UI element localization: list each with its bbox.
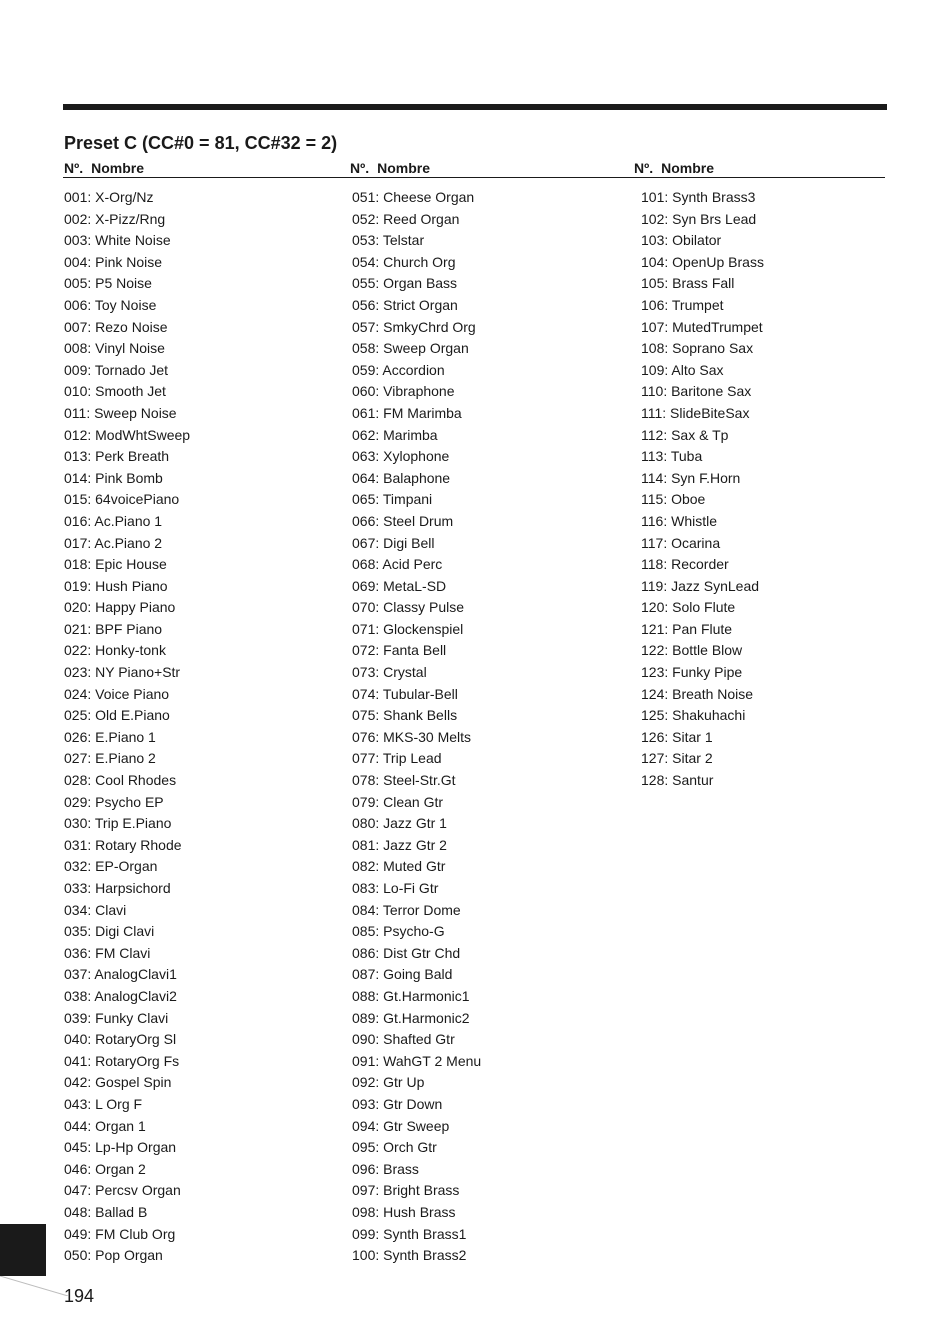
preset-item: 120: Solo Flute [641, 599, 736, 616]
preset-item: 077: Trip Lead [352, 750, 442, 767]
preset-item: 107: MutedTrumpet [641, 318, 763, 335]
preset-item: 069: MetaL-SD [352, 577, 447, 594]
preset-item: 066: Steel Drum [352, 512, 454, 529]
preset-item: 104: OpenUp Brass [641, 253, 764, 270]
header-number-label: Nº. [64, 160, 84, 176]
preset-item: 053: Telstar [352, 232, 425, 249]
preset-item: 059: Accordion [352, 361, 445, 378]
preset-item: 062: Marimba [352, 426, 438, 443]
preset-item: 121: Pan Flute [641, 620, 733, 637]
preset-item: 058: Sweep Organ [352, 340, 469, 357]
preset-item: 125: Shakuhachi [641, 707, 746, 724]
preset-item: 037: AnalogClavi1 [64, 966, 177, 983]
preset-item: 070: Classy Pulse [352, 599, 465, 616]
preset-item: 072: Fanta Bell [352, 642, 447, 659]
preset-item: 122: Bottle Blow [641, 642, 743, 659]
preset-item: 042: Gospel Spin [64, 1074, 172, 1091]
preset-item: 002: X-Pizz/Rng [64, 210, 166, 227]
preset-item: 017: Ac.Piano 2 [64, 534, 163, 551]
preset-item: 103: Obilator [641, 232, 722, 249]
header-number-label: Nº. [350, 160, 370, 176]
preset-item: 036: FM Clavi [64, 944, 151, 961]
header-name-label: Nombre [661, 160, 715, 176]
preset-item: 055: Organ Bass [352, 275, 458, 292]
preset-item: 076: MKS-30 Melts [352, 728, 472, 745]
preset-item: 071: Glockenspiel [352, 620, 464, 637]
preset-item: 094: Gtr Sweep [352, 1117, 450, 1134]
header-number-label: Nº. [634, 160, 654, 176]
preset-item: 016: Ac.Piano 1 [64, 512, 163, 529]
preset-item: 096: Brass [352, 1160, 419, 1177]
preset-item: 023: NY Piano+Str [64, 664, 181, 681]
preset-item: 020: Happy Piano [64, 599, 176, 616]
header-name-label: Nombre [91, 160, 145, 176]
preset-item: 057: SmkyChrd Org [352, 318, 476, 335]
preset-item: 083: Lo-Fi Gtr [352, 880, 439, 896]
preset-item: 115: Oboe [641, 491, 706, 508]
preset-item: 079: Clean Gtr [352, 793, 444, 810]
preset-item: 048: Ballad B [64, 1203, 148, 1220]
preset-item: 124: Breath Noise [641, 685, 754, 702]
preset-item: 110: Baritone Sax [641, 383, 752, 400]
preset-item: 109: Alto Sax [641, 361, 724, 378]
preset-item: 044: Organ 1 [64, 1117, 146, 1134]
preset-item: 123: Funky Pipe [641, 664, 743, 681]
preset-item: 100: Synth Brass2 [352, 1247, 467, 1264]
preset-item: 027: E.Piano 2 [64, 750, 156, 767]
preset-item: 011: Sweep Noise [64, 404, 177, 421]
preset-item: 008: Vinyl Noise [64, 340, 165, 357]
preset-item: 092: Gtr Up [352, 1074, 425, 1091]
preset-item: 081: Jazz Gtr 2 [352, 836, 447, 853]
preset-item: 119: Jazz SynLead [641, 577, 760, 594]
preset-item: 098: Hush Brass [352, 1203, 456, 1220]
preset-item: 090: Shafted Gtr [352, 1031, 455, 1048]
preset-item: 078: Steel-Str.Gt [352, 772, 456, 789]
preset-item: 051: Cheese Organ [352, 189, 475, 205]
preset-item: 060: Vibraphone [352, 383, 455, 400]
preset-item: 019: Hush Piano [64, 577, 168, 594]
preset-item: 004: Pink Noise [64, 253, 163, 270]
preset-item: 128: Santur [641, 772, 714, 789]
preset-item: 073: Crystal [352, 664, 427, 681]
preset-item: 040: RotaryOrg Sl [64, 1031, 177, 1048]
preset-item: 026: E.Piano 1 [64, 728, 156, 745]
preset-list-column-1 [64, 187, 190, 1267]
preset-item: 049: FM Club Org [64, 1225, 176, 1242]
preset-item: 056: Strict Organ [352, 296, 458, 313]
preset-item: 064: Balaphone [352, 469, 451, 486]
preset-item: 114: Syn F.Horn [641, 469, 741, 486]
preset-item: 086: Dist Gtr Chd [352, 944, 461, 961]
preset-item: 043: L Org F [64, 1095, 143, 1112]
preset-list-column-3 [641, 187, 764, 792]
page-title: Preset C (CC#0 = 81, CC#32 = 2) [64, 133, 338, 153]
header-name-label: Nombre [377, 160, 431, 176]
preset-item: 097: Bright Brass [352, 1182, 460, 1199]
preset-item: 074: Tubular-Bell [352, 685, 458, 702]
preset-item: 030: Trip E.Piano [64, 815, 172, 832]
preset-item: 088: Gt.Harmonic1 [352, 987, 470, 1004]
preset-item: 112: Sax & Tp [641, 426, 729, 443]
preset-item: 006: Toy Noise [64, 296, 157, 313]
preset-item: 038: AnalogClavi2 [64, 987, 177, 1004]
preset-item: 089: Gt.Harmonic2 [352, 1009, 470, 1026]
preset-item: 024: Voice Piano [64, 685, 170, 702]
preset-item: 091: WahGT 2 Menu [352, 1052, 482, 1069]
top-rule [63, 104, 887, 110]
preset-item: 001: X-Org/Nz [64, 189, 154, 205]
preset-item: 009: Tornado Jet [64, 361, 169, 378]
preset-item: 028: Cool Rhodes [64, 772, 177, 789]
preset-item: 080: Jazz Gtr 1 [352, 815, 447, 832]
preset-item: 039: Funky Clavi [64, 1009, 169, 1026]
preset-item: 126: Sitar 1 [641, 728, 713, 745]
preset-item: 102: Syn Brs Lead [641, 210, 757, 227]
preset-item: 108: Soprano Sax [641, 340, 754, 357]
preset-item: 105: Brass Fall [641, 275, 735, 292]
preset-item: 033: Harpsichord [64, 880, 171, 896]
preset-item: 031: Rotary Rhode [64, 836, 182, 853]
preset-item: 068: Acid Perc [352, 556, 443, 573]
preset-item: 021: BPF Piano [64, 620, 163, 637]
preset-item: 116: Whistle [641, 512, 717, 529]
preset-item: 113: Tuba [641, 448, 703, 465]
preset-item: 050: Pop Organ [64, 1247, 163, 1264]
preset-item: 082: Muted Gtr [352, 858, 446, 875]
preset-item: 046: Organ 2 [64, 1160, 146, 1177]
column-header-1 [64, 160, 144, 176]
preset-list-column-2 [352, 187, 481, 1267]
preset-item: 015: 64voicePiano [64, 491, 180, 508]
preset-item: 095: Orch Gtr [352, 1139, 437, 1156]
preset-item: 084: Terror Dome [352, 901, 461, 918]
preset-item: 022: Honky-tonk [64, 642, 166, 659]
preset-item: 118: Recorder [641, 556, 729, 573]
preset-item: 093: Gtr Down [352, 1095, 443, 1112]
preset-item: 054: Church Org [352, 253, 456, 270]
preset-item: 127: Sitar 2 [641, 750, 713, 767]
preset-item: 003: White Noise [64, 232, 171, 249]
page-number: 194 [64, 1286, 95, 1306]
preset-item: 010: Smooth Jet [64, 383, 166, 400]
preset-item: 029: Psycho EP [64, 793, 164, 810]
preset-item: 085: Psycho-G [352, 923, 445, 940]
preset-item: 005: P5 Noise [64, 275, 152, 292]
preset-item: 012: ModWhtSweep [64, 426, 191, 443]
preset-item: 087: Going Bald [352, 966, 453, 983]
preset-item: 045: Lp-Hp Organ [64, 1139, 177, 1156]
preset-item: 099: Synth Brass1 [352, 1225, 467, 1242]
preset-item: 013: Perk Breath [64, 448, 170, 465]
preset-item: 065: Timpani [352, 491, 433, 508]
column-header-3 [634, 160, 714, 176]
preset-item: 063: Xylophone [352, 448, 450, 465]
preset-item: 117: Ocarina [641, 534, 721, 551]
preset-item: 075: Shank Bells [352, 707, 458, 724]
preset-item: 052: Reed Organ [352, 210, 460, 227]
preset-item: 041: RotaryOrg Fs [64, 1052, 180, 1069]
header-rule [63, 177, 885, 178]
preset-item: 067: Digi Bell [352, 534, 435, 551]
preset-item: 007: Rezo Noise [64, 318, 168, 335]
preset-item: 061: FM Marimba [352, 404, 462, 421]
preset-item: 047: Percsv Organ [64, 1182, 181, 1199]
preset-item: 018: Epic House [64, 556, 167, 573]
preset-item: 101: Synth Brass3 [641, 189, 756, 205]
preset-item: 032: EP-Organ [64, 858, 158, 875]
preset-item: 025: Old E.Piano [64, 707, 170, 724]
column-header-2 [350, 160, 430, 176]
preset-item: 111: SlideBiteSax [641, 404, 750, 421]
preset-item: 034: Clavi [64, 901, 127, 918]
preset-item: 014: Pink Bomb [64, 469, 163, 486]
page-corner-line [0, 1276, 70, 1296]
page-edge-tab [0, 1224, 46, 1276]
preset-item: 035: Digi Clavi [64, 923, 155, 940]
preset-item: 106: Trumpet [641, 296, 724, 313]
